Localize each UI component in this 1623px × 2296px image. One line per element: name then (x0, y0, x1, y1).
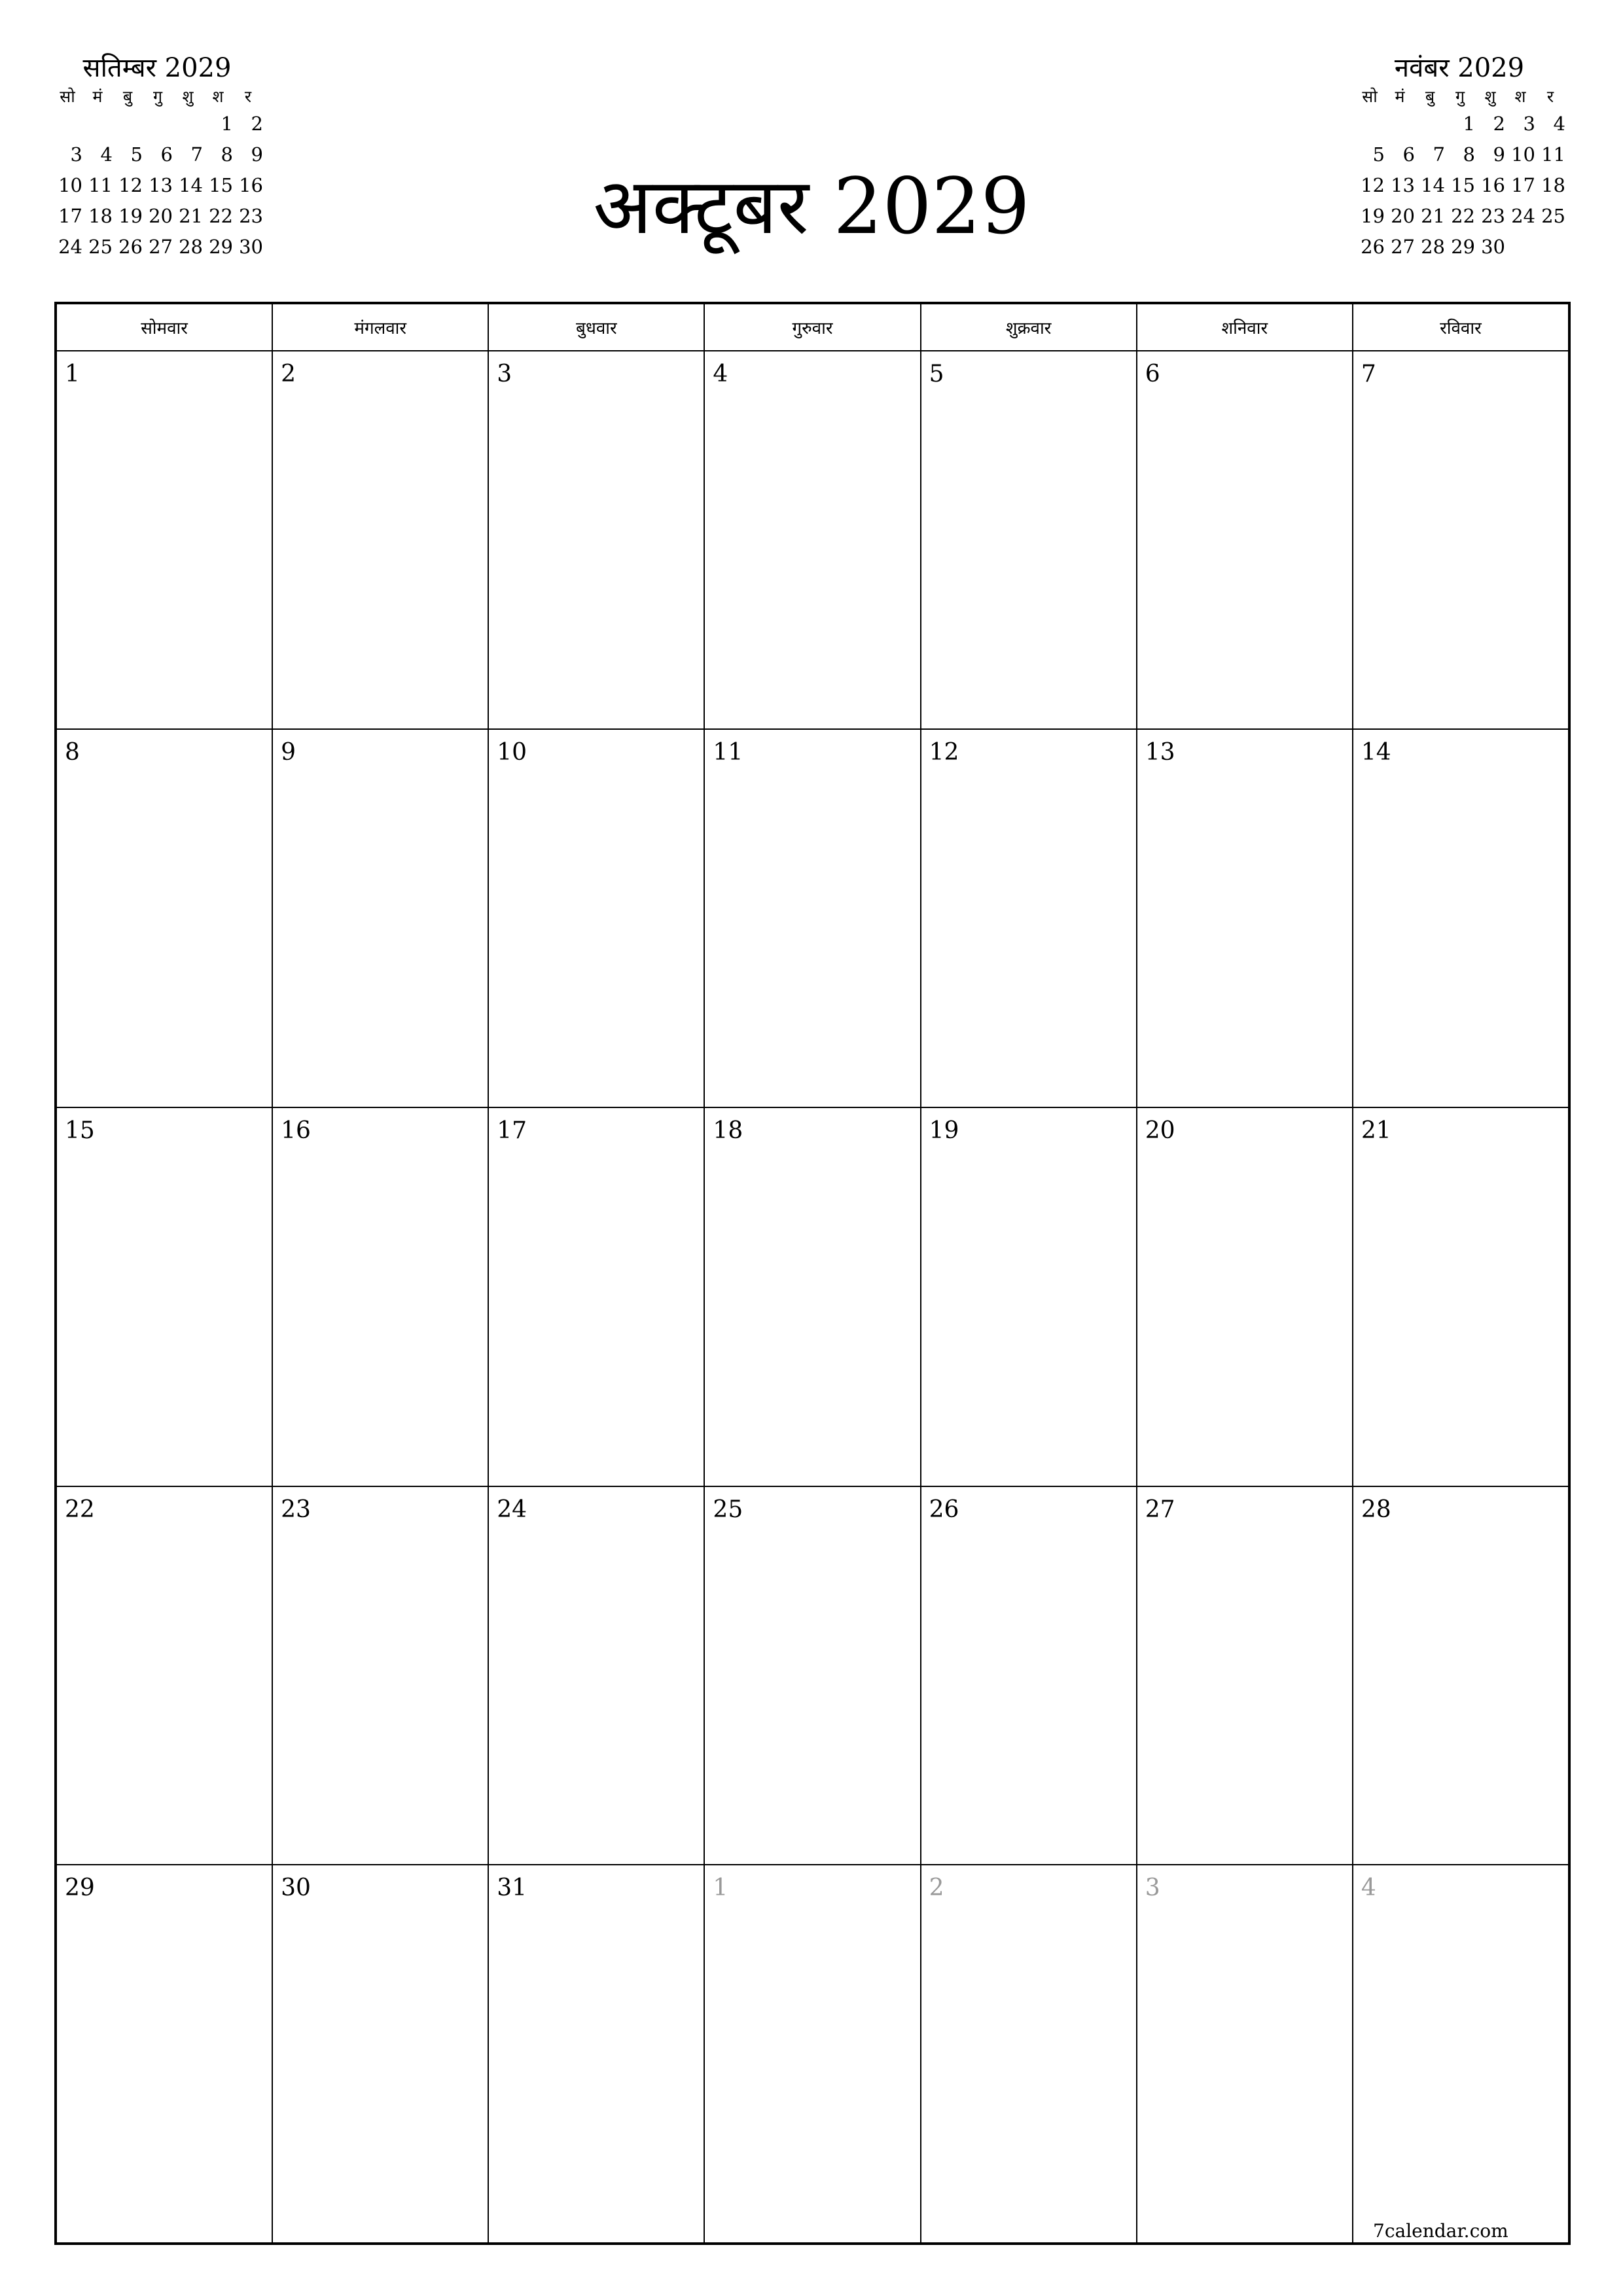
day-cell[interactable] (56, 1486, 272, 1865)
day-number: 2 (281, 361, 296, 387)
day-cell[interactable] (921, 1865, 1137, 2243)
day-number: 15 (65, 1117, 95, 1145)
day-cell[interactable] (704, 1107, 920, 1486)
mini-day: 12 (1361, 174, 1385, 196)
day-cell[interactable] (56, 1865, 272, 2243)
day-number: 24 (497, 1496, 527, 1523)
mini-day: 7 (1433, 143, 1445, 166)
weeks-body (56, 351, 1569, 2243)
week-row (56, 1486, 1569, 1865)
week-row (56, 729, 1569, 1107)
day-cell[interactable] (1137, 1865, 1353, 2243)
mini-day: 27 (149, 236, 173, 258)
mini-day: 14 (1421, 174, 1445, 196)
mini-day: 6 (1402, 143, 1415, 166)
mini-day: 15 (1451, 174, 1475, 196)
mini-day: 14 (179, 174, 203, 196)
day-number: 19 (929, 1117, 959, 1145)
day-cell[interactable] (1353, 351, 1569, 729)
weekday-header: बुधवार (488, 304, 704, 351)
day-cell[interactable] (488, 729, 704, 1107)
day-number: 28 (1361, 1496, 1391, 1523)
mini-day (82, 109, 113, 139)
mini-day: 2 (251, 113, 263, 135)
mini-calendar-next (1355, 51, 1564, 262)
day-cell[interactable] (1353, 729, 1569, 1107)
mini-day: 25 (88, 236, 113, 258)
day-number: 1 (713, 1874, 728, 1901)
mini-weekday-label: श (212, 87, 224, 106)
day-number: 27 (1145, 1496, 1175, 1523)
weekday-header: शुक्रवार (921, 304, 1137, 351)
day-number: 18 (713, 1117, 743, 1145)
day-number: 26 (929, 1496, 959, 1523)
mini-day: 19 (1361, 205, 1385, 227)
mini-day: 16 (239, 174, 263, 196)
day-cell[interactable] (921, 1107, 1137, 1486)
day-cell[interactable] (1137, 729, 1353, 1107)
mini-weekday-label: र (1546, 87, 1554, 106)
day-number: 7 (1361, 361, 1376, 387)
day-cell[interactable] (488, 1865, 704, 2243)
mini-day: 21 (179, 205, 203, 227)
day-number: 9 (281, 739, 296, 766)
mini-day: 8 (221, 143, 233, 166)
mini-weekday-label: गु (1455, 87, 1465, 106)
day-number: 6 (1145, 361, 1160, 387)
day-number: 17 (497, 1117, 527, 1145)
mini-day: 24 (1511, 205, 1535, 227)
mini-day: 4 (100, 143, 113, 166)
day-number: 14 (1361, 739, 1391, 766)
week-row (56, 1107, 1569, 1486)
mini-weekday-label: सो (1362, 87, 1378, 106)
day-number: 29 (65, 1874, 95, 1901)
mini-day: 13 (149, 174, 173, 196)
month-grid (54, 302, 1571, 2245)
mini-weekday-label: श (1514, 87, 1526, 106)
day-cell[interactable] (272, 351, 488, 729)
mini-day: 22 (1451, 205, 1475, 227)
day-number: 13 (1145, 739, 1175, 766)
day-number: 3 (497, 361, 512, 387)
day-number: 30 (281, 1874, 311, 1901)
week-row (56, 1865, 1569, 2243)
day-number: 20 (1145, 1117, 1175, 1145)
day-cell[interactable] (488, 1486, 704, 1865)
day-cell[interactable] (1353, 1865, 1569, 2243)
mini-day (113, 109, 143, 139)
mini-day: 30 (1481, 236, 1505, 258)
mini-day: 7 (190, 143, 203, 166)
mini-day: 21 (1421, 205, 1445, 227)
mini-day: 18 (88, 205, 113, 227)
day-cell[interactable] (1353, 1486, 1569, 1865)
page-title: अक्टूबर 2029 (593, 161, 1030, 251)
day-cell[interactable] (488, 1107, 704, 1486)
site-credit: 7calendar.com (1373, 2220, 1508, 2242)
mini-day: 20 (149, 205, 173, 227)
mini-day: 1 (1463, 113, 1475, 135)
mini-day: 9 (251, 143, 263, 166)
mini-day: 2 (1493, 113, 1505, 135)
weekday-header: मंगलवार (272, 304, 488, 351)
day-number: 16 (281, 1117, 311, 1145)
mini-day: 5 (1372, 143, 1385, 166)
day-number: 21 (1361, 1117, 1391, 1145)
mini-day: 23 (239, 205, 263, 227)
day-cell[interactable] (488, 351, 704, 729)
day-cell[interactable] (272, 1486, 488, 1865)
mini-day: 3 (1523, 113, 1535, 135)
day-cell[interactable] (921, 1486, 1137, 1865)
mini-day: 5 (130, 143, 143, 166)
mini-day: 15 (209, 174, 233, 196)
day-cell[interactable] (56, 729, 272, 1107)
day-number: 5 (929, 361, 944, 387)
day-number: 11 (713, 739, 743, 766)
mini-day: 28 (1421, 236, 1445, 258)
day-cell[interactable] (704, 729, 920, 1107)
mini-day: 11 (88, 174, 113, 196)
day-number: 10 (497, 739, 527, 766)
mini-day: 11 (1541, 143, 1565, 166)
mini-day: 16 (1481, 174, 1505, 196)
mini-weekday-label: बु (1425, 87, 1435, 106)
day-number: 25 (713, 1496, 743, 1523)
mini-day: 10 (1511, 143, 1535, 166)
mini-day (52, 109, 82, 139)
mini-day (173, 109, 203, 139)
day-cell[interactable] (1137, 1486, 1353, 1865)
day-cell[interactable] (272, 729, 488, 1107)
day-number: 12 (929, 739, 959, 766)
mini-day: 20 (1391, 205, 1415, 227)
mini-calendar-next-grid (1355, 85, 1564, 262)
day-number: 22 (65, 1496, 95, 1523)
day-number: 2 (929, 1874, 944, 1901)
day-cell[interactable] (921, 351, 1137, 729)
day-number: 3 (1145, 1874, 1160, 1901)
day-number: 1 (65, 361, 80, 387)
mini-day: 28 (179, 236, 203, 258)
day-cell[interactable] (1137, 351, 1353, 729)
day-cell[interactable] (1353, 1107, 1569, 1486)
weekday-header: गुरुवार (704, 304, 920, 351)
mini-day: 26 (1361, 236, 1385, 258)
day-cell[interactable] (56, 351, 272, 729)
day-number: 8 (65, 739, 80, 766)
mini-day: 1 (221, 113, 233, 135)
mini-day: 10 (58, 174, 82, 196)
mini-weekday-label: शु (182, 87, 194, 106)
mini-day: 17 (58, 205, 82, 227)
day-cell[interactable] (921, 729, 1137, 1107)
mini-weekday-label: मं (92, 87, 103, 106)
mini-weekday-label: र (244, 87, 252, 106)
day-number: 4 (1361, 1874, 1376, 1901)
mini-weekday-label: गु (152, 87, 163, 106)
day-cell[interactable] (704, 1865, 920, 2243)
weekday-header-row (56, 304, 1569, 351)
day-cell[interactable] (704, 1486, 920, 1865)
day-cell[interactable] (272, 1107, 488, 1486)
mini-weekday-label: मं (1395, 87, 1405, 106)
mini-day: 23 (1481, 205, 1505, 227)
day-cell[interactable] (56, 1107, 272, 1486)
mini-day: 22 (209, 205, 233, 227)
day-cell[interactable] (704, 351, 920, 729)
day-number: 31 (497, 1874, 527, 1901)
mini-day: 18 (1541, 174, 1565, 196)
mini-calendar-previous-title: सतिम्बर 2029 (82, 53, 232, 83)
mini-day: 24 (58, 236, 82, 258)
mini-day: 27 (1391, 236, 1415, 258)
mini-day: 13 (1391, 174, 1415, 196)
mini-day: 26 (118, 236, 143, 258)
mini-day (1385, 109, 1415, 139)
mini-day: 19 (118, 205, 143, 227)
week-row (56, 351, 1569, 729)
day-cell[interactable] (1137, 1107, 1353, 1486)
mini-day (143, 109, 173, 139)
mini-day: 29 (209, 236, 233, 258)
day-cell[interactable] (272, 1865, 488, 2243)
mini-day: 4 (1553, 113, 1565, 135)
weekday-header: सोमवार (56, 304, 272, 351)
mini-day: 6 (160, 143, 173, 166)
mini-day (1355, 109, 1385, 139)
mini-day: 29 (1451, 236, 1475, 258)
day-number: 4 (713, 361, 728, 387)
mini-day: 17 (1511, 174, 1535, 196)
weekday-header: शनिवार (1137, 304, 1353, 351)
mini-day: 12 (118, 174, 143, 196)
weekday-header: रविवार (1353, 304, 1569, 351)
mini-day: 8 (1463, 143, 1475, 166)
mini-weekday-label: बु (122, 87, 133, 106)
mini-day: 30 (239, 236, 263, 258)
mini-calendar-next-title: नवंबर 2029 (1394, 53, 1525, 83)
mini-day: 25 (1541, 205, 1565, 227)
day-number: 23 (281, 1496, 311, 1523)
mini-day (1415, 109, 1445, 139)
mini-day: 9 (1493, 143, 1505, 166)
mini-weekday-label: सो (60, 87, 75, 106)
mini-day: 3 (70, 143, 82, 166)
mini-weekday-label: शु (1484, 87, 1496, 106)
